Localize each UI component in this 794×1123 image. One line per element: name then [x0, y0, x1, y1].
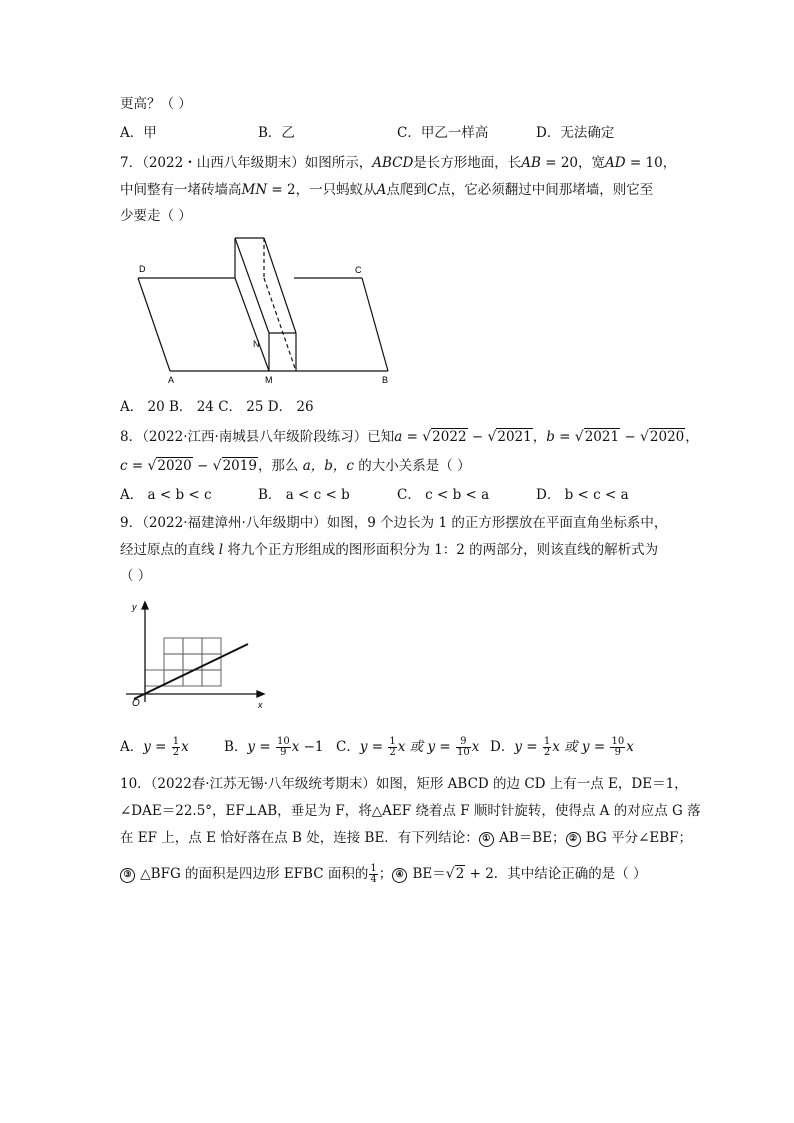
q9-option-a: A．y = $\frac{1}{2}$ x — [120, 736, 189, 758]
q10-line-3: 在 EF 上，点 E 恰好落在点 B 处，连接 BE．有下列结论： ① AB＝BE； ② BG 平分∠EBF； — [120, 830, 693, 846]
line-l — [134, 644, 248, 699]
q9-line-3: （ ） — [120, 568, 152, 584]
q6-option-b: B．乙 — [258, 125, 295, 141]
q8-line-2: c = √2020 − √2019，那么 a，b，c 的大小关系是（ ） — [120, 458, 471, 474]
circled-three: ③ — [120, 868, 135, 883]
q10-line-2: ∠DAE＝22.5°，EF⊥AB，垂足为 F，将△AEF 绕着点 F 顺时针旋转，使得点 A 的对应点 G 落 — [120, 803, 701, 819]
q9-option-c: C．y = $\frac{1}{2}$ x 或 y = $\frac{9}{10}$ x — [336, 736, 480, 758]
q7-line-1: 7．（2022・山西八年级期末）如图所示，ABCD是长方形地面，长AB = 20，宽AD = 10， — [120, 155, 677, 171]
q9-option-d: D．y = $\frac{1}{2}$ x 或 y = $\frac{10}{9}$ x — [490, 736, 634, 758]
q9-grid-figure — [120, 598, 270, 713]
circled-four: ④ — [392, 868, 407, 883]
label-c: C — [355, 265, 362, 275]
q9-line-1: 9．（2022·福建漳州·八年级期中）如图，9 个边长为 1 的正方形摆放在平面直角坐标系中， — [120, 515, 668, 531]
q6-tail: 更高？（ ） — [120, 96, 192, 112]
sqrt-2021: √2021 — [487, 429, 532, 445]
label-b: B — [382, 375, 389, 385]
x-axis-label: x — [258, 700, 263, 710]
label-a: A — [168, 375, 175, 385]
q6-option-d: D．无法确定 — [536, 125, 615, 141]
q9-line-2: 经过原点的直线 l 将九个正方形组成的图形面积分为 1：2 的两部分，则该直线的解析式为 — [120, 542, 659, 558]
label-n: N — [253, 339, 260, 349]
q7-line-3: 少要走（ ） — [120, 208, 192, 224]
label-d: D — [139, 264, 146, 274]
q7-wall-figure — [130, 230, 400, 390]
sqrt-2019: √2019 — [212, 458, 257, 474]
q8-option-d: D． b < c < a — [536, 487, 629, 503]
y-axis-label: y — [132, 602, 137, 612]
q7-options: A． 20 B． 24 C． 25 D． 26 — [120, 399, 314, 415]
ground-edge-cb — [362, 278, 388, 371]
label-m: M — [265, 375, 273, 385]
q6-option-a: A．甲 — [120, 125, 157, 141]
q8-line-1: 8．（2022·江西·南城县八年级阶段练习）已知a = √2022 − √2021，b = √2021 − √2020， — [120, 429, 699, 445]
q8-option-a: A． a < b < c — [120, 487, 212, 503]
wall-top-right — [264, 238, 296, 333]
x-axis-arrow — [257, 691, 264, 697]
origin-label: O — [132, 698, 140, 709]
sqrt-2020-c: √2020 — [147, 458, 192, 474]
q10-line-1: 10．（2022春·江苏无锡·八年级统考期末）如图，矩形 ABCD 的边 CD 上有一点 E，DE＝1， — [120, 776, 688, 792]
circled-two: ② — [566, 832, 581, 847]
sqrt-two: √2 — [445, 866, 465, 882]
circled-one: ① — [479, 832, 494, 847]
q8-option-c: C． c < b < a — [397, 487, 490, 503]
q10-line-4: ③ △BFG 的面积是四边形 EFBC 面积的 $\frac{1}{4}$ ； ④ BE＝√2 + 2．其中结论正确的是（ ） — [120, 864, 647, 885]
sqrt-2021-b: √2021 — [574, 429, 620, 445]
wall-bottom-left — [235, 278, 269, 371]
q6-option-c: C．甲乙一样高 — [397, 125, 489, 141]
sqrt-2020: √2020 — [639, 429, 685, 445]
q9-option-b: B．y = $\frac{10}{9}$ x −1 — [224, 736, 324, 758]
ground-edge-da — [138, 278, 170, 371]
q7-line-2: 中间整有一堵砖墙高MN = 2，一只蚂蚁从A点爬到C点，它必须翻过中间那堵墙，则它至 — [120, 182, 654, 198]
sqrt-2022: √2022 — [422, 429, 467, 445]
y-axis-arrow — [142, 602, 148, 609]
q8-option-b: B． a < c < b — [258, 487, 350, 503]
